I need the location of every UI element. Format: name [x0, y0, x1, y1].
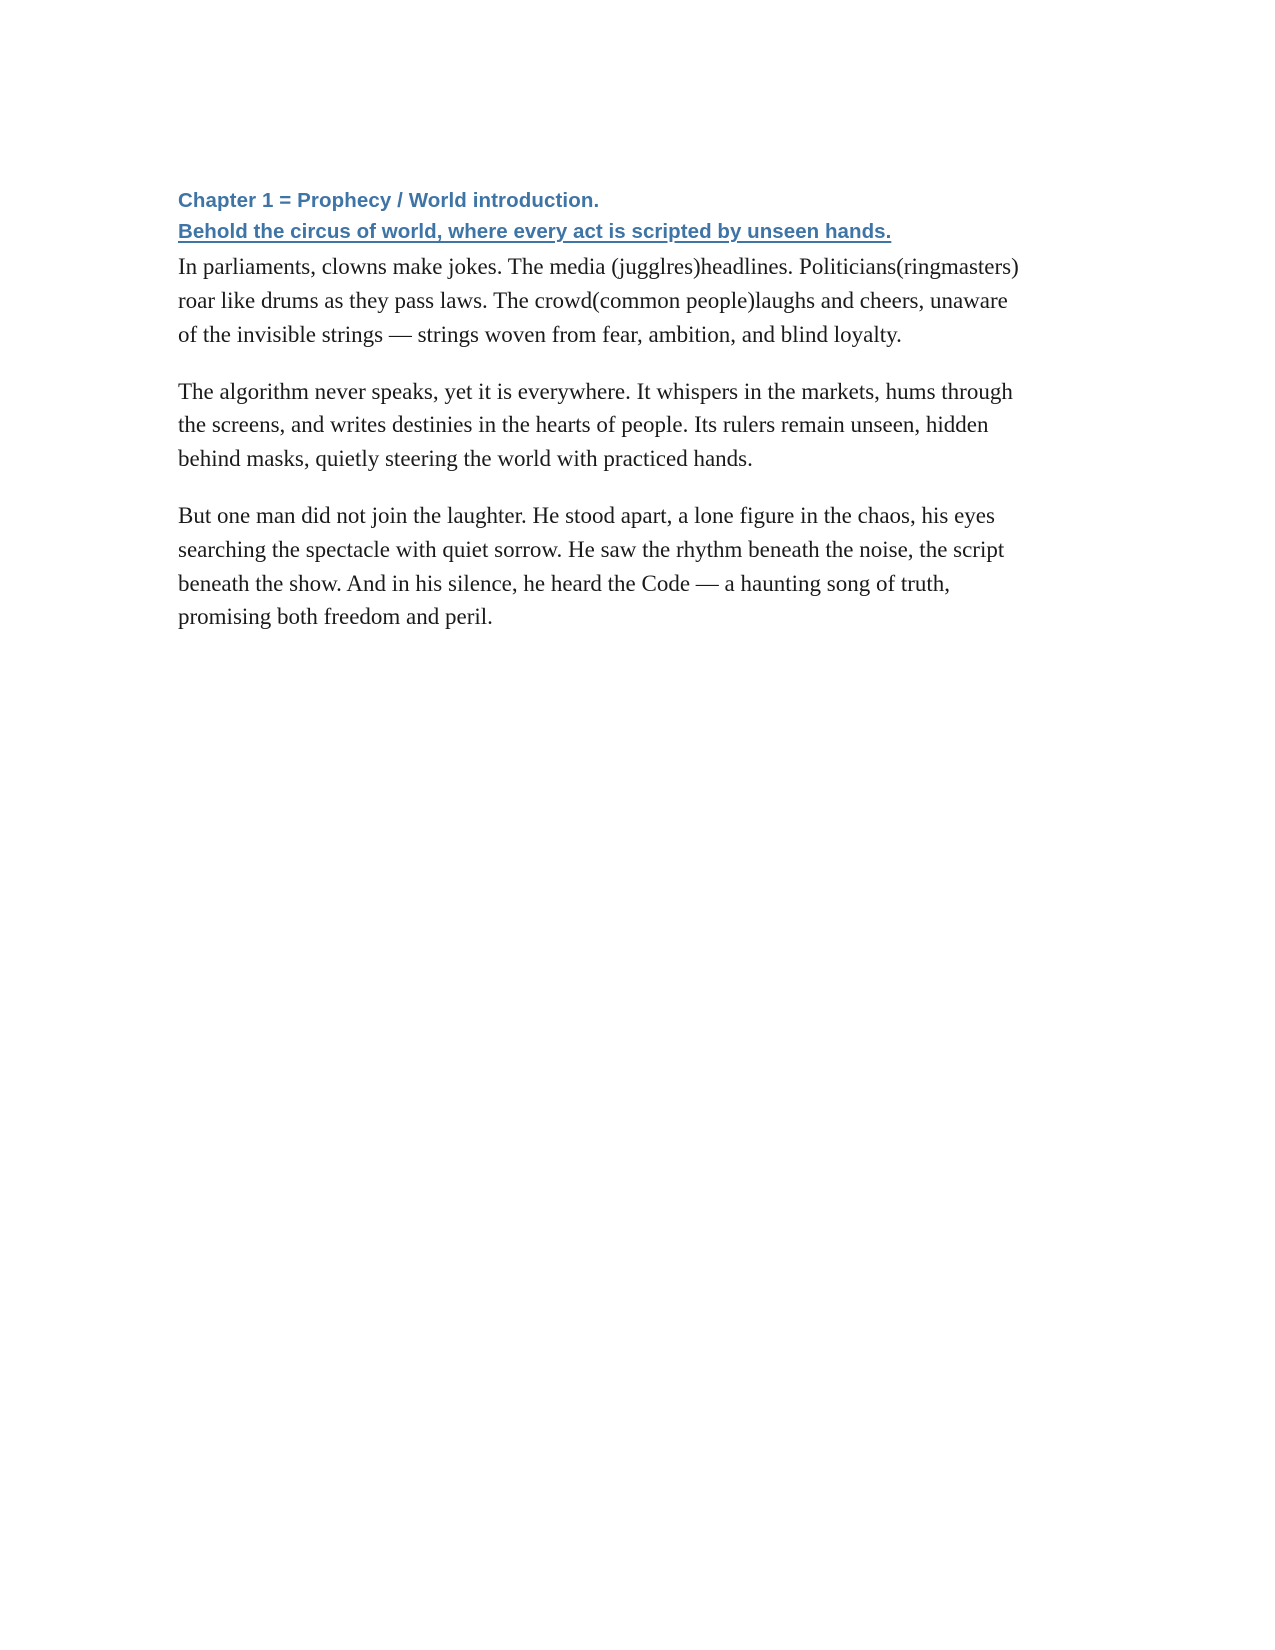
- chapter-subheading: Behold the circus of world, where every act is scripted by unseen hands.: [178, 220, 892, 244]
- paragraph-3: But one man did not join the laughter. He stood apart, a lone figure in the chaos, his eyes searching the spectacle with quiet sorrow. He saw the rhythm beneath the noise, the script beneath the show. And in his silence, he heard the Code — a haunting song of truth, promising both freedom and peril.: [178, 503, 1005, 630]
- paragraph-2: The algorithm never speaks, yet it is everywhere. It whispers in the markets, hums through the screens, and writes destinies in the hearts of people. Its rulers remain unseen, hidden behind masks, quietly steering the world with practiced hands.: [178, 378, 1013, 472]
- chapter-heading: Chapter 1 = Prophecy / World introduction.: [178, 189, 600, 212]
- paragraph-1: In parliaments, clowns make jokes. The media (jugglres)headlines. Politicians(ringmasters) roar like drums as they pass laws. The crowd(common people)laughs and cheers, unaware of the invisible strings — strings woven from fear, ambition, and blind loyalty.: [178, 254, 1019, 347]
- document-body: [178, 186, 1030, 634]
